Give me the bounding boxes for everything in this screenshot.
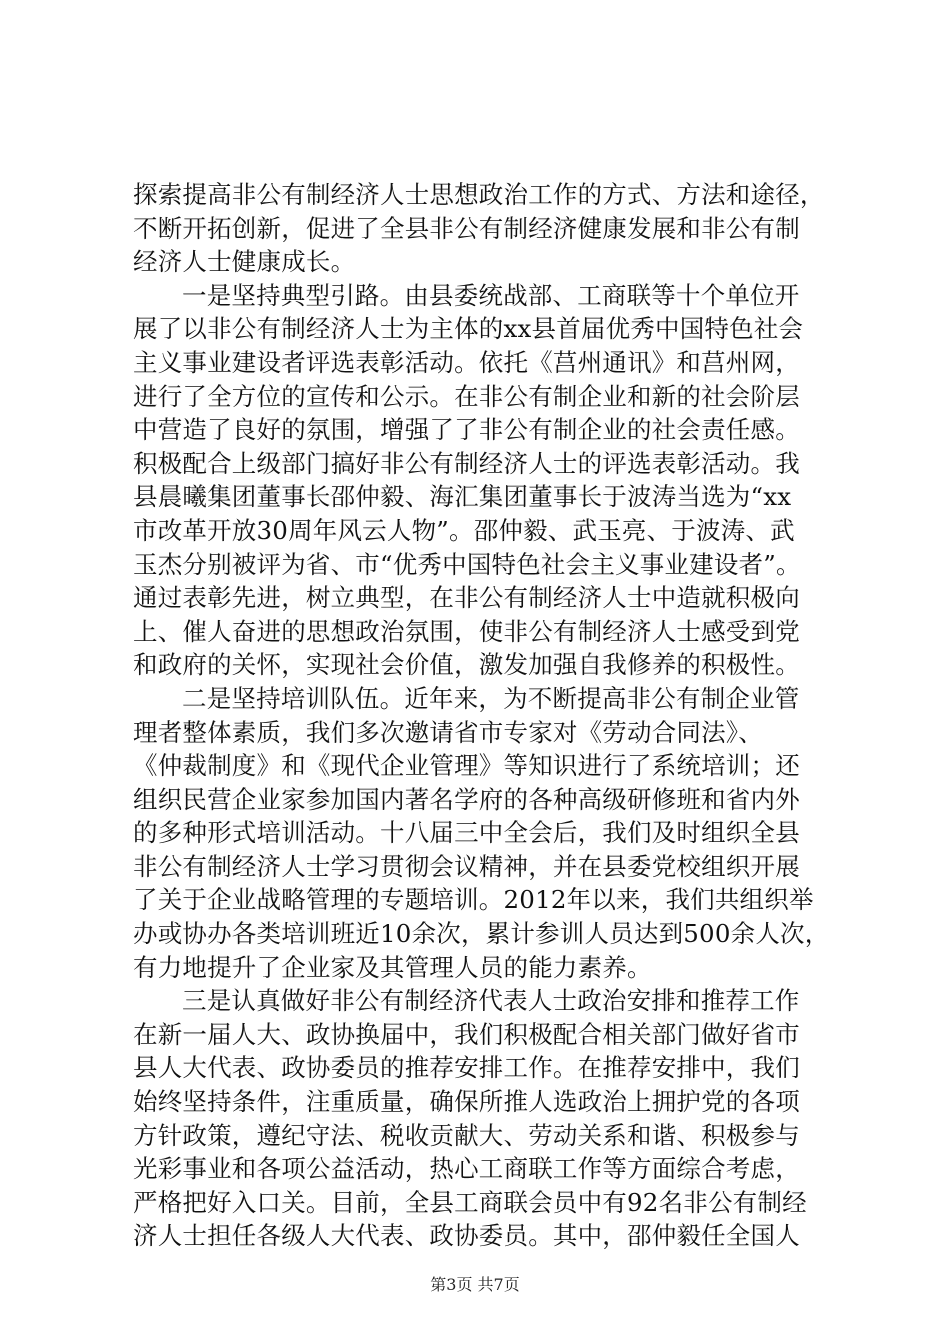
text-line: 济人士担任各级人大代表、政协委员。其中，邵仲毅任全国人 xyxy=(133,1221,800,1251)
text-line: 进行了全方位的宣传和公示。在非公有制企业和新的社会阶层 xyxy=(133,381,800,411)
paragraph-start-line: 二是坚持培训队伍。近年来，为不断提高非公有制企业管 xyxy=(182,683,800,713)
text-line: 理者整体素质，我们多次邀请省市专家对《劳动合同法》、 xyxy=(133,717,763,747)
text-line: 县人大代表、政协委员的推荐安排工作。在推荐安排中，我们 xyxy=(133,1053,800,1083)
text-line: 组织民营企业家参加国内著名学府的各种高级研修班和省内外 xyxy=(133,784,800,814)
paragraph-start-line: 三是认真做好非公有制经济代表人士政治安排和推荐工作 xyxy=(182,986,800,1016)
text-line: 有力地提升了企业家及其管理人员的能力素养。 xyxy=(133,952,652,982)
page-number-footer: 第3页 共7页 xyxy=(430,1275,520,1294)
document-body xyxy=(133,178,829,1253)
text-line: 严格把好入口关。目前，全县工商联会员中有92名非公有制经 xyxy=(133,1187,807,1217)
text-line: 积极配合上级部门搞好非公有制经济人士的评选表彰活动。我 xyxy=(133,448,800,478)
text-line: 市改革开放30周年风云人物”。邵仲毅、武玉亮、于波涛、武 xyxy=(133,515,795,545)
text-line: 玉杰分别被评为省、市“优秀中国特色社会主义事业建设者”。 xyxy=(133,549,801,579)
text-line: 不断开拓创新，促进了全县非公有制经济健康发展和非公有制 xyxy=(133,213,800,243)
text-line: 非公有制经济人士学习贯彻会议精神，并在县委党校组织开展 xyxy=(133,851,800,881)
text-line: 上、催人奋进的思想政治氛围，使非公有制经济人士感受到党 xyxy=(133,616,800,646)
text-line: 经济人士健康成长。 xyxy=(133,247,356,277)
text-line: 主义事业建设者评选表彰活动。依托《莒州通讯》和莒州网， xyxy=(133,347,800,377)
text-line: 探索提高非公有制经济人士思想政治工作的方式、方法和途径， xyxy=(133,180,825,209)
text-line: 始终坚持条件，注重质量，确保所推人选政治上拥护党的各项 xyxy=(133,1087,800,1117)
paragraph-start-line: 一是坚持典型引路。由县委统战部、工商联等十个单位开 xyxy=(182,280,800,310)
text-line: 通过表彰先进，树立典型，在非公有制经济人士中造就积极向 xyxy=(133,583,800,613)
text-line: 的多种形式培训活动。十八届三中全会后，我们及时组织全县 xyxy=(133,818,800,848)
text-line: 了关于企业战略管理的专题培训。2012年以来，我们共组织举 xyxy=(133,885,814,915)
text-line: 展了以非公有制经济人士为主体的xx县首届优秀中国特色社会 xyxy=(133,314,804,344)
text-line: 中营造了良好的氛围，增强了了非公有制企业的社会责任感。 xyxy=(133,415,800,445)
text-line: 县晨曦集团董事长邵仲毅、海汇集团董事长于波涛当选为“xx xyxy=(133,482,792,512)
text-line: 办或协办各类培训班近10余次，累计参训人员达到500余人次， xyxy=(133,919,830,949)
text-line: 《仲裁制度》和《现代企业管理》等知识进行了系统培训；还 xyxy=(133,751,800,781)
text-line: 和政府的关怀，实现社会价值，激发加强自我修养的积极性。 xyxy=(133,650,800,680)
text-line: 光彩事业和各项公益活动，热心工商联工作等方面综合考虑， xyxy=(133,1154,800,1184)
text-line: 方针政策，遵纪守法、税收贡献大、劳动关系和谐、积极参与 xyxy=(133,1120,800,1150)
text-line: 在新一届人大、政协换届中，我们积极配合相关部门做好省市 xyxy=(133,1019,800,1049)
